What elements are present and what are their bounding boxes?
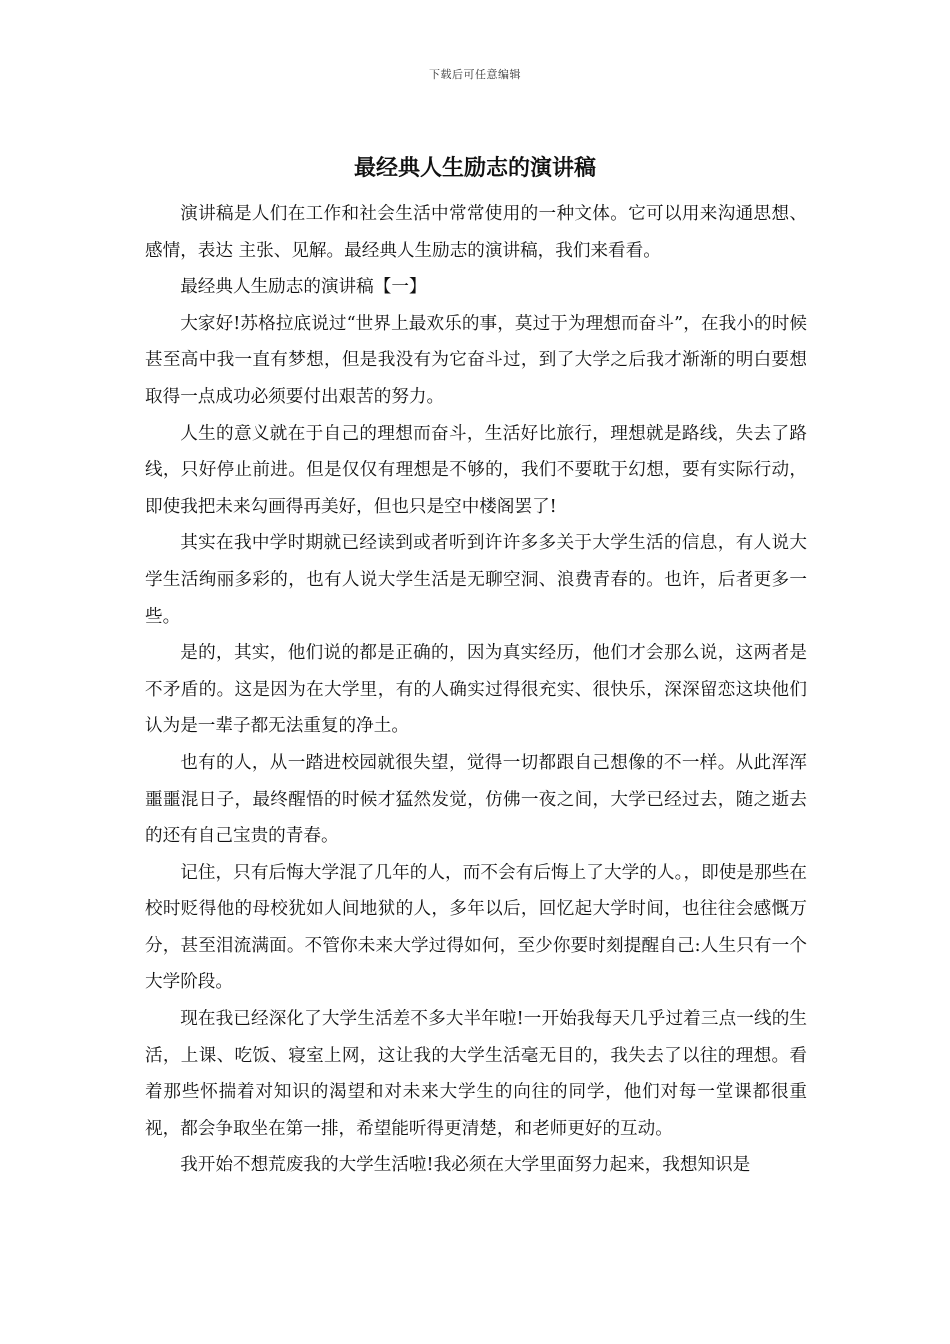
paragraph: 大家好!苏格拉底说过“世界上最欢乐的事，莫过于为理想而奋斗”，在我小的时候甚至高中我一直有梦想，但是我没有为它奋斗过，到了大学之后我才渐渐的明白要想取得一点成功必须要付出艰苦的努力。 bbox=[145, 313, 807, 407]
header-note: 下载后可任意编辑 bbox=[429, 68, 521, 81]
paragraph-intro: 演讲稿是人们在工作和社会生活中常常使用的一种文体。它可以用来沟通思想、感情，表达 主张、见解。最经典人生励志的演讲稿，我们来看看。 bbox=[145, 204, 807, 261]
paragraph: 其实在我中学时期就已经读到或者听到许许多多关于大学生活的信息，有人说大学生活绚丽多彩的，也有人说大学生活是无聊空洞、浪费青春的。也许，后者更多一些。 bbox=[145, 533, 807, 627]
document-title: 最经典人生励志的演讲稿 bbox=[353, 155, 596, 181]
paragraph: 人生的意义就在于自己的理想而奋斗，生活好比旅行，理想就是路线，失去了路线，只好停止前进。但是仅仅有理想是不够的，我们不要耽于幻想，要有实际行动，即使我把未来勾画得再美好，但也只是空中楼阁罢了! bbox=[145, 423, 807, 517]
paragraph: 也有的人，从一踏进校园就很失望，觉得一切都跟自己想像的不一样。从此浑浑噩噩混日子，最终醒悟的时候才猛然发觉，仿佛一夜之间，大学已经过去，随之逝去的还有自己宝贵的青春。 bbox=[145, 752, 807, 847]
paragraph: 是的，其实，他们说的都是正确的，因为真实经历，他们才会那么说，这两者是不矛盾的。这是因为在大学里，有的人确实过得很充实、很快乐，深深留恋这块他们认为是一辈子都无法重复的净土。 bbox=[145, 643, 807, 737]
paragraph: 记住，只有后悔大学混了几年的人，而不会有后悔上了大学的人。，即使是那些在校时贬得他的母校犹如人间地狱的人，多年以后，回忆起大学时间，也往往会感慨万分，甚至泪流满面。不管你未来大学过得如何，至少你要时刻提醒自己:人生只有一个大学阶段。 bbox=[145, 862, 807, 993]
document-body bbox=[145, 196, 807, 1184]
section-heading: 最经典人生励志的演讲稿【一】 bbox=[180, 277, 427, 298]
paragraph: 我开始不想荒废我的大学生活啦!我必须在大学里面努力起来，我想知识是 bbox=[180, 1155, 751, 1176]
paragraph: 现在我已经深化了大学生活差不多大半年啦!一开始我每天几乎过着三点一线的生活，上课、吃饭、寝室上网，这让我的大学生活毫无目的，我失去了以往的理想。看着那些怀揣着对知识的渴望和对未来大学生的向往的同学，他们对每一堂课都很重视，都会争取坐在第一排，希望能听得更清楚，和老师更好的互动。 bbox=[145, 1009, 807, 1139]
